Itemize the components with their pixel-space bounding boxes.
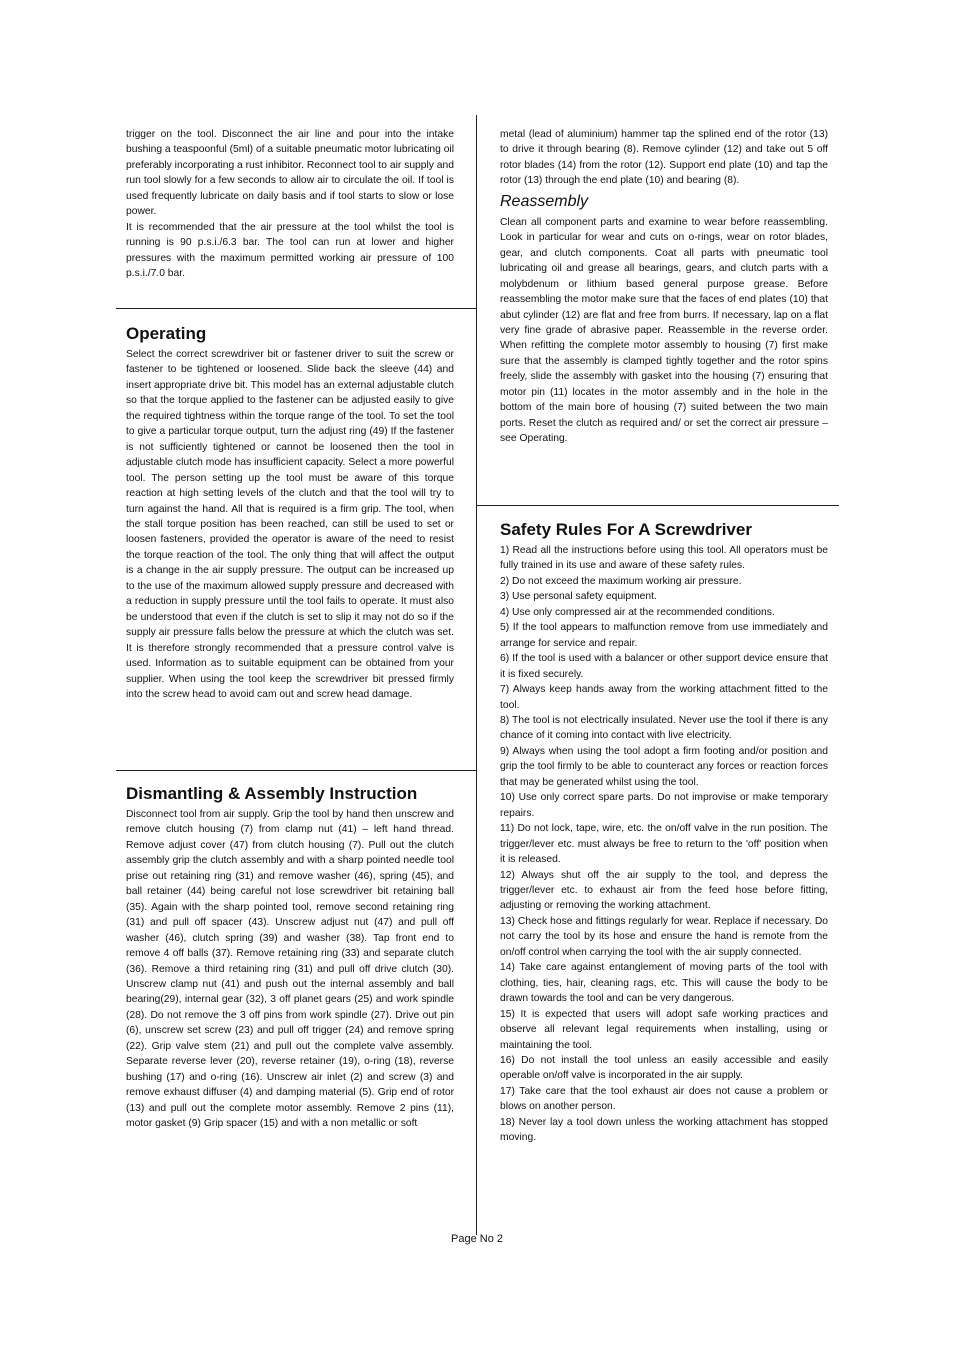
lubrication-paragraph: trigger on the tool. Disconnect the air line and pour into the intake bushing a teaspoonful (5ml) of a suitable pneumatic motor lubricating oil preferably incorporating a rust inhibitor. Reconnect tool to air supply and run tool slowly for a few seconds to allow air to circulate the oil. If tool is used frequently lubricate on daily basis and if tool starts to slow or lose power. [126,129,454,218]
safety-rules-list [500,543,828,1146]
column-divider [476,115,477,1235]
safety-rule: 5) If the tool appears to malfunction remove from use immediately and arrange for service and repair. [500,622,828,649]
reassembly-text: Clean all component parts and examine to wear before reassembling. Look in particular for wear and cuts on o-rings, wear on rotor blades, gear, and clutch components. Coat all parts with pneumatic tool lubricating oil and grease all bearings, gears, and clutch parts with a molybdenum or lithium based general purpose grease. Before reassembling the motor make sure that the faces of end plates (10) that abut cylinder (12) are flat and free from burrs. If necessary, lap on a flat very fine grade of abrasive paper. Reassemble in the reverse order. When refitting the complete motor assembly to housing (7) first make sure that the assembly is clamped tightly together and the rotor spins freely, slide the assembly with gasket into the housing (7) ensuring that motor pin (11) locates in the motor assembly and in the hole in the bottom of the main bore of housing (7) suited between the two main ports. Reset the clutch as required and/ or set the correct air pressure – see Operating. [500,216,828,445]
safety-rule: 3) Use personal safety equipment. [500,591,657,603]
dismantling-continued: metal (lead of aluminium) hammer tap the splined end of the rotor (13) to drive it through bearing (8). Remove cylinder (12) and take out 5 off rotor blades (14) from the rotor (12). Support end plate (10) and tap the rotor (13) through the end plate (10) and bearing (8). [500,129,828,187]
safety-rule: 4) Use only compressed air at the recommended conditions. [500,606,775,618]
operating-text: Select the correct screwdriver bit or fastener driver to suit the screw or fastener to be tightened or loosened. Slide back the sleeve (44) and insert appropriate drive bit. This model has an external adjustable clutch so that the torque applied to the fastener can be adjusted easily to give the required tightness within the torque range of the tool. To set the tool to give a particular torque output, turn the adjust ring (49) If the fastener is not sufficiently tightened or cannot be loosened then the tool in adjustable clutch mode has insufficient capacity. Select a more powerful tool. The person setting up the tool must be aware of this torque reaction at high setting levels of the clutch and that the tool will try to turn against the hand. All that is required is a firm grip. The tool, when the stall torque position has been reached, can still be used to set or loosen fasteners, provided the operator is aware of the need to resist the torque reaction of the tool. The only thing that will affect the output is a change in the air supply pressure. The output can be increased up to the use of the maximum allowed supply pressure and decreased with a reduction in supply pressure until the tool fails to operate. It must also be understood that even if the clutch is set to slip it may not do so if the supply air pressure falls below the pressure at which the clutch was set. It is therefore strongly recommended that a pressure control valve is used. Information as to suitable equipment can be obtained from your supplier. When using the tool keep the screwdriver bit pressed firmly into the screw head to avoid cam out and screw head damage. [126,349,454,700]
divider-left-2 [116,770,476,771]
safety-rule: 6) If the tool is used with a balancer or other support device ensure that it is fixed securely. [500,653,828,680]
page-number: Page No 2 [451,1233,503,1245]
safety-rule: 15) It is expected that users will adopt safe working practices and observe all relevant legal requirements when installing, using or maintaining the tool. [500,1008,828,1051]
safety-rule: 2) Do not exceed the maximum working air pressure. [500,575,742,587]
safety-rule: 11) Do not lock, tape, wire, etc. the on/off valve in the run position. The trigger/lever etc. must always be free to return to the 'off' position when it is released. [500,823,828,866]
safety-rule: 9) Always when using the tool adopt a firm footing and/or position and grip the tool firmly to be able to counteract any forces or reaction forces that may be generated whilst using the tool. [500,745,828,788]
safety-rule: 10) Use only correct spare parts. Do not improvise or make temporary repairs. [500,792,828,819]
divider-left-1 [116,308,476,309]
safety-rule: 1) Read all the instructions before using this tool. All operators must be fully trained in its use and aware of these safety rules. [500,545,828,572]
operating-section [126,323,454,702]
right-column [500,127,828,447]
dismantling-heading: Dismantling & Assembly Instruction [126,784,418,803]
safety-rule: 14) Take care against entanglement of moving parts of the tool with clothing, ties, hair, cleaning rags, etc. This will cause the body to be drawn towards the tool and can be very dangerous. [500,962,828,1005]
safety-rule: 13) Check hose and fittings regularly for wear. Replace if necessary. Do not carry the tool by its hose and ensure the hand is remote from the on/off control when carrying the tool with the air supply connected. [500,915,828,958]
safety-rule: 12) Always shut off the air supply to the tool, and depress the trigger/lever etc. to exhaust air from the feed hose before fitting, adjusting or removing the working attachment. [500,869,828,912]
dismantling-text: Disconnect tool from air supply. Grip the tool by hand then unscrew and remove clutch housing (7) from clamp nut (41) – left hand thread. Remove adjust cover (47) from clutch housing (7). Pull out the clutch assembly grip the clutch assembly and with a sharp pointed needle tool prise out retaining ring (31) and remove washer (46), spring (45), and ball retainer (44) being careful not lose screwdriver bit retaining ball (35). Again with the sharp pointed tool, remove second retaining ring (31) and pull off spacer (43). Unscrew adjust nut (47) and pull off washer (46), clutch spring (39) and washer (38). Tap front end to remove 4 off balls (37). Remove retaining ring (33) and separate clutch (36). Remove a third retaining ring (31) and pull off drive clutch (30). Unscrew clamp nut (41) and push out the internal assembly and ball bearing(29), internal gear (32), 3 off planet gears (25) and work spindle (28). Do not remove the 3 off pins from work spindle (27). Drive out pin (6), unscrew set screw (23) and pull off trigger (24) and remove spring (22). Grip valve stem (21) and pull out the complete valve assembly. Separate reverse lever (20), reverse retainer (19), o-ring (18), reverse bushing (17) and o-ring (16). Unscrew air inlet (2) and screw (3) and remove exhaust diffuser (4) and damping material (5). Grip end of rotor (13) and pull out the complete motor assembly. Remove 2 pins (11), motor gasket (9) Grip spacer (15) and with a non metallic or soft [126,809,454,1130]
operating-heading: Operating [126,324,207,343]
reassembly-heading: Reassembly [500,192,589,210]
left-column [126,127,454,282]
safety-rule: 16) Do not install the tool unless an easily accessible and easily operable on/off valve is incorporated in the air supply. [500,1054,828,1082]
safety-rule: 8) The tool is not electrically insulated. Never use the tool if there is any chance of it coming into contact with live electricity. [500,714,828,742]
safety-section [500,519,828,1146]
air-pressure-paragraph: It is recommended that the air pressure at the tool whilst the tool is running is 90 p.s.i./6.3 bar. The tool can run at lower and higher pressures with the maximum permitted working air pressure of 100 p.s.i./7.0 bar. [126,221,454,280]
dismantling-section [126,783,454,1132]
divider-right-1 [477,505,839,506]
safety-heading: Safety Rules For A Screwdriver [500,520,752,539]
safety-rule: 18) Never lay a tool down unless the working attachment has stopped moving. [500,1116,828,1144]
safety-rule: 7) Always keep hands away from the working attachment fitted to the tool. [500,684,828,711]
safety-rule: 17) Take care that the tool exhaust air does not cause a problem or blows on another person. [500,1085,828,1113]
